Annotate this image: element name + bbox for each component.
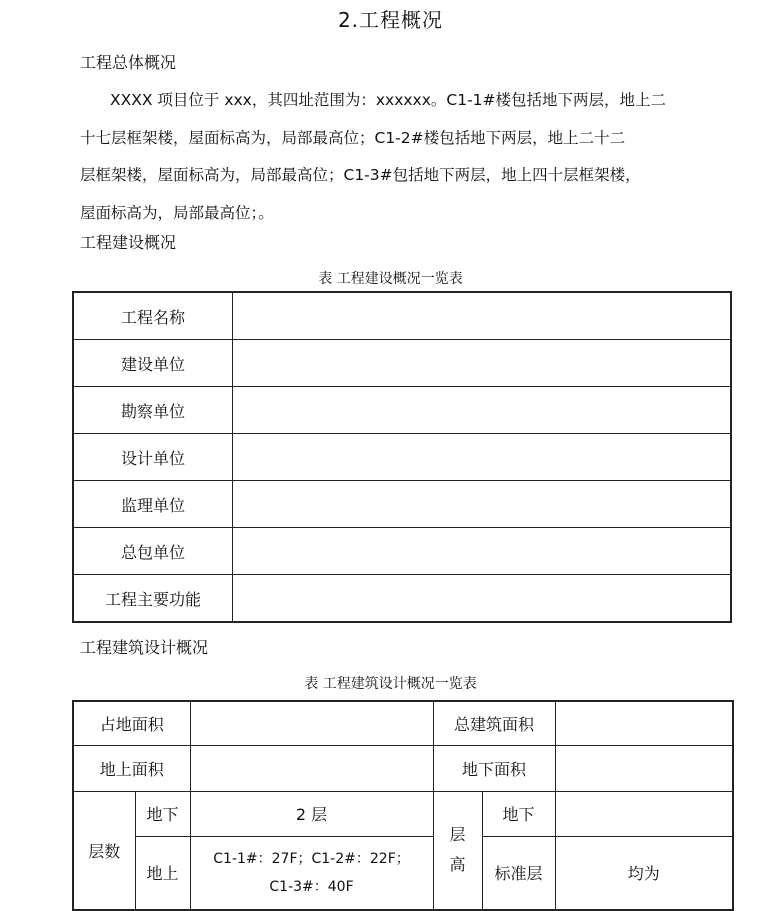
cell-aboveground-label: 地上 (135, 836, 190, 910)
cell-underground-label: 地下 (135, 791, 190, 836)
table-row (73, 528, 731, 575)
row-label: 总包单位 (73, 528, 233, 575)
table-caption-construction: 表 工程建设概况一览表 (318, 271, 463, 287)
row-value (233, 387, 732, 434)
cell-below-area-value (555, 745, 733, 791)
row-label: 监理单位 (73, 481, 233, 528)
cell-floor-height-label (433, 791, 482, 910)
table-row (73, 340, 731, 387)
cell-fh-underground-value (555, 791, 733, 836)
table-row (73, 701, 733, 745)
cell-total-area-label: 总建筑面积 (433, 701, 555, 745)
row-value (233, 481, 732, 528)
overview-paragraph (80, 82, 730, 232)
cell-land-area-label: 占地面积 (73, 701, 190, 745)
section-title-overview: 工程总体概况 (80, 53, 177, 72)
row-label: 工程名称 (73, 292, 233, 340)
row-value (233, 528, 732, 575)
table-row (73, 575, 731, 623)
cell-total-area-value (555, 701, 733, 745)
row-label: 勘察单位 (73, 387, 233, 434)
table-row (73, 434, 731, 481)
row-value (233, 434, 732, 481)
aboveground-line: C1-3#：40F (269, 878, 354, 895)
table-row (73, 791, 733, 836)
table-row (73, 292, 731, 340)
floor-height-char: 层 (449, 825, 466, 845)
row-value (233, 575, 732, 623)
page-title: 2.工程概况 (337, 8, 444, 32)
paragraph-line: 十七层框架楼，屋面标高为，局部最高位；C1-2#楼包括地下两层，地上二十二 (80, 128, 626, 147)
table-row (73, 745, 733, 791)
row-value (233, 292, 732, 340)
row-value (233, 340, 732, 387)
paragraph-line: 屋面标高为，局部最高位；。 (80, 203, 274, 222)
section-title-construction: 工程建设概况 (80, 233, 177, 252)
row-label: 设计单位 (73, 434, 233, 481)
table-row (73, 836, 733, 910)
cell-land-area-value (190, 701, 433, 745)
construction-overview-table (72, 291, 732, 623)
cell-aboveground-value (190, 836, 433, 910)
cell-fh-underground-label: 地下 (482, 791, 555, 836)
cell-underground-value: 2 层 (190, 791, 433, 836)
table-caption-architecture: 表 工程建筑设计概况一览表 (304, 676, 477, 692)
paragraph-line: 层框架楼，屋面标高为，局部最高位；C1-3#包括地下两层，地上四十层框架楼， (80, 166, 641, 184)
section-title-architecture: 工程建筑设计概况 (80, 638, 209, 657)
cell-standard-floor-value: 均为 (555, 836, 733, 910)
row-label: 建设单位 (73, 340, 233, 387)
aboveground-line: C1-1#：27F；C1-2#：22F； (213, 850, 410, 867)
cell-below-area-label: 地下面积 (433, 745, 555, 791)
cell-floors-label: 层数 (73, 791, 135, 910)
cell-standard-floor-label: 标准层 (482, 836, 555, 910)
paragraph-line: XXXX 项目位于 xxx，其四址范围为：xxxxxx。C1-1#楼包括地下两层，地上二 (110, 91, 667, 109)
cell-above-area-label: 地上面积 (73, 745, 190, 791)
table-row (73, 387, 731, 434)
floor-height-char: 高 (449, 855, 466, 875)
cell-above-area-value (190, 745, 433, 791)
table-row (73, 481, 731, 528)
row-label: 工程主要功能 (73, 575, 233, 623)
architecture-design-table (72, 700, 734, 911)
